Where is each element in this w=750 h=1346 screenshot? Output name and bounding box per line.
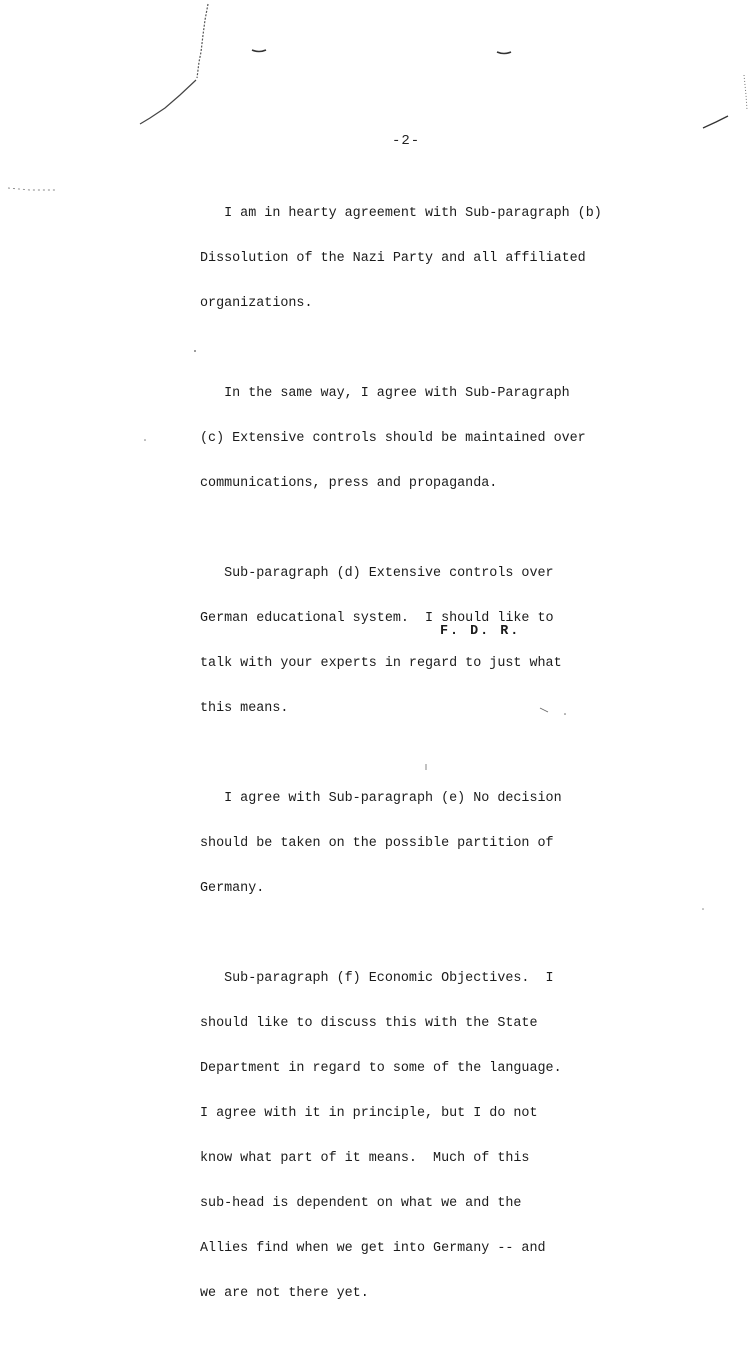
text-line: German educational system. I should like to <box>200 611 554 626</box>
text-line: this means. <box>200 701 289 716</box>
paragraph-e <box>200 761 640 926</box>
text-line: know what part of it means. Much of this <box>200 1151 530 1166</box>
text-line: I am in hearty agreement with Sub-paragraph (b) <box>200 206 602 221</box>
paragraph-f <box>200 941 640 1331</box>
text-line: Sub-paragraph (d) Extensive controls over <box>200 566 554 581</box>
page-number: -2- <box>392 133 421 149</box>
paragraph-d <box>200 536 640 746</box>
text-line: I agree with it in principle, but I do not <box>200 1106 538 1121</box>
text-line: organizations. <box>200 296 313 311</box>
text-line: communications, press and propaganda. <box>200 476 498 491</box>
paragraph-c <box>200 356 640 521</box>
text-line: Germany. <box>200 881 265 896</box>
text-line: Dissolution of the Nazi Party and all affiliated <box>200 251 586 266</box>
signature-initials: F. D. R. <box>440 624 521 639</box>
letter-body <box>200 176 640 1346</box>
text-line: sub-head is dependent on what we and the <box>200 1196 522 1211</box>
text-line: Sub-paragraph (f) Economic Objectives. I <box>200 971 554 986</box>
text-line: should be taken on the possible partition of <box>200 836 554 851</box>
text-line: we are not there yet. <box>200 1286 369 1301</box>
paragraph-b <box>200 176 640 341</box>
text-line: In the same way, I agree with Sub-Paragraph <box>200 386 570 401</box>
text-line: talk with your experts in regard to just what <box>200 656 562 671</box>
text-line: (c) Extensive controls should be maintained over <box>200 431 586 446</box>
text-line: Allies find when we get into Germany -- and <box>200 1241 546 1256</box>
text-line: should like to discuss this with the State <box>200 1016 538 1031</box>
text-line: Department in regard to some of the language. <box>200 1061 562 1076</box>
text-line: I agree with Sub-paragraph (e) No decision <box>200 791 562 806</box>
